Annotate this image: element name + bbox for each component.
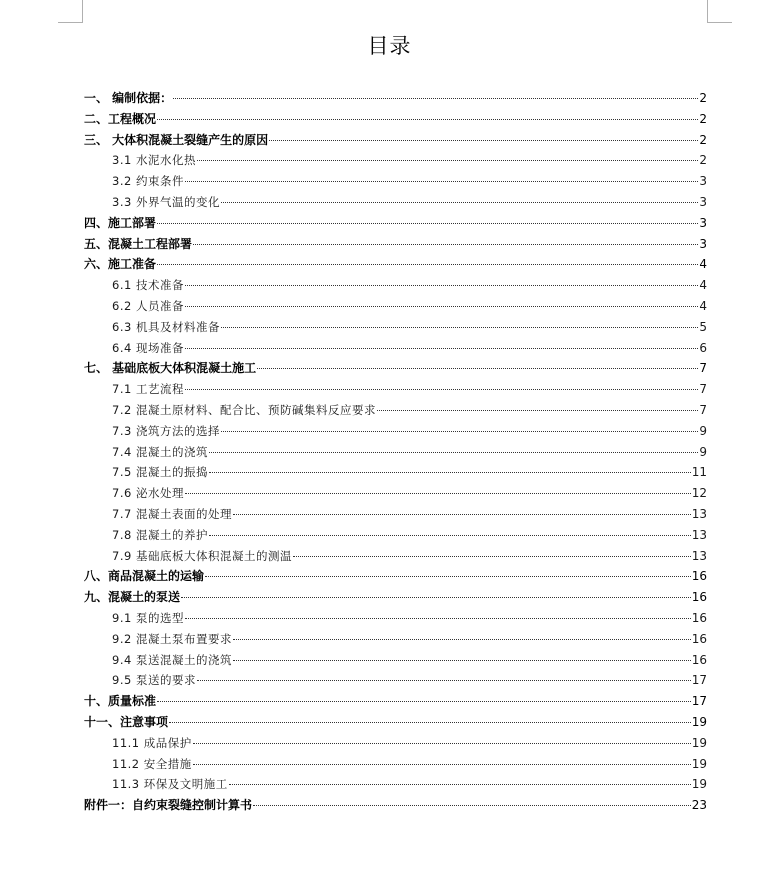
toc-dot-leader <box>229 784 691 785</box>
toc-page-number: 4 <box>699 257 707 272</box>
toc-page-number: 7 <box>699 402 707 417</box>
toc-dot-leader <box>221 202 698 203</box>
toc-entry[interactable] <box>84 587 707 608</box>
toc-entry[interactable] <box>84 525 707 546</box>
toc-entry-title: 7.9 基础底板大体积混凝土的测温 <box>112 548 292 563</box>
toc-page-number: 12 <box>691 486 707 501</box>
toc-page-number: 19 <box>691 777 707 792</box>
toc-entry[interactable] <box>84 213 707 234</box>
toc-entry-title: 四、施工部署 <box>84 215 157 230</box>
toc-page-number: 4 <box>699 278 707 293</box>
toc-page-number: 3 <box>699 174 707 189</box>
toc-entry-title: 7.5 混凝土的振捣 <box>112 465 208 480</box>
toc-page-number: 4 <box>699 298 707 313</box>
toc-entry-title: 11.2 安全措施 <box>112 756 192 771</box>
toc-entry-title: 7.7 混凝土表面的处理 <box>112 506 232 521</box>
toc-entry[interactable] <box>84 754 707 775</box>
toc-entry[interactable] <box>84 400 707 421</box>
toc-dot-leader <box>173 98 698 99</box>
toc-entry[interactable] <box>84 234 707 255</box>
toc-page-number: 16 <box>691 610 707 625</box>
toc-entry-title: 7.4 混凝土的浇筑 <box>112 444 208 459</box>
toc-entry[interactable] <box>84 130 707 151</box>
toc-entry-title: 六、施工准备 <box>84 257 157 272</box>
toc-page-number: 2 <box>699 132 707 147</box>
toc-entry-title: 7.1 工艺流程 <box>112 382 184 397</box>
toc-entry-title: 11.3 环保及文明施工 <box>112 777 228 792</box>
toc-dot-leader <box>209 472 691 473</box>
toc-entry-title: 9.5 泵送的要求 <box>112 673 196 688</box>
toc-entry-title: 7.6 泌水处理 <box>112 486 184 501</box>
toc-dot-leader <box>157 119 698 120</box>
toc-entry[interactable] <box>84 483 707 504</box>
toc-page-number: 17 <box>691 694 707 709</box>
toc-entry[interactable] <box>84 795 707 816</box>
table-of-contents <box>84 88 707 816</box>
toc-entry[interactable] <box>84 171 707 192</box>
toc-entry[interactable] <box>84 608 707 629</box>
toc-entry-title: 一、 编制依据： <box>84 91 173 105</box>
toc-entry-title: 十、质量标准 <box>84 694 157 709</box>
toc-dot-leader <box>193 244 698 245</box>
toc-entry-title: 二、工程概况 <box>84 111 157 126</box>
toc-entry-title: 3.1 水泥水化热 <box>112 153 196 168</box>
toc-entry-title: 11.1 成品保护 <box>112 735 192 750</box>
toc-page-number: 19 <box>691 735 707 750</box>
toc-entry-title: 五、混凝土工程部署 <box>84 236 193 251</box>
toc-entry-title: 6.4 现场准备 <box>112 340 184 355</box>
toc-page-number: 16 <box>691 652 707 667</box>
toc-entry[interactable] <box>84 774 707 795</box>
toc-entry-title: 3.2 约束条件 <box>112 174 184 189</box>
toc-page-number: 3 <box>699 215 707 230</box>
toc-dot-leader <box>185 285 698 286</box>
toc-entry[interactable] <box>84 566 707 587</box>
toc-dot-leader <box>185 389 698 390</box>
toc-dot-leader <box>209 535 691 536</box>
toc-entry-title: 7.3 浇筑方法的选择 <box>112 423 220 438</box>
toc-dot-leader <box>257 368 698 369</box>
toc-entry[interactable] <box>84 462 707 483</box>
toc-dot-leader <box>233 514 691 515</box>
toc-dot-leader <box>205 576 691 577</box>
toc-page-number: 9 <box>699 423 707 438</box>
toc-dot-leader <box>185 493 691 494</box>
toc-entry[interactable] <box>84 629 707 650</box>
toc-page-number: 13 <box>691 548 707 563</box>
toc-dot-leader <box>233 639 691 640</box>
toc-entry[interactable] <box>84 358 707 379</box>
toc-dot-leader <box>221 431 698 432</box>
toc-entry-title: 9.2 混凝土泵布置要求 <box>112 631 232 646</box>
toc-entry[interactable] <box>84 670 707 691</box>
toc-page-number: 7 <box>699 361 707 376</box>
toc-dot-leader <box>221 327 698 328</box>
toc-page-number: 9 <box>699 444 707 459</box>
toc-page-number: 11 <box>691 465 707 480</box>
toc-entry-title: 7.8 混凝土的养护 <box>112 527 208 542</box>
toc-dot-leader <box>269 140 698 141</box>
toc-entry[interactable] <box>84 421 707 442</box>
toc-dot-leader <box>157 264 698 265</box>
toc-entry-title: 三、 大体积混凝土裂缝产生的原因 <box>84 132 269 147</box>
toc-dot-leader <box>233 660 691 661</box>
toc-entry[interactable] <box>84 192 707 213</box>
toc-entry-title: 9.4 泵送混凝土的浇筑 <box>112 652 232 667</box>
toc-entry[interactable] <box>84 338 707 359</box>
toc-entry-title: 6.2 人员准备 <box>112 298 184 313</box>
toc-entry[interactable] <box>84 442 707 463</box>
toc-page-number: 7 <box>699 382 707 397</box>
toc-dot-leader <box>193 743 691 744</box>
toc-entry-title: 3.3 外界气温的变化 <box>112 194 220 209</box>
toc-entry[interactable] <box>84 88 707 109</box>
toc-dot-leader <box>157 223 698 224</box>
toc-page-number: 2 <box>699 91 707 105</box>
toc-page-number: 2 <box>699 153 707 168</box>
toc-dot-leader <box>253 805 691 806</box>
toc-entry[interactable] <box>84 650 707 671</box>
toc-dot-leader <box>181 597 691 598</box>
toc-page-number: 2 <box>699 111 707 126</box>
toc-page-number: 16 <box>691 631 707 646</box>
toc-entry[interactable] <box>84 275 707 296</box>
toc-entry[interactable] <box>84 733 707 754</box>
toc-dot-leader <box>157 701 691 702</box>
toc-entry[interactable] <box>84 546 707 567</box>
toc-dot-leader <box>377 410 698 411</box>
toc-entry-title: 6.3 机具及材料准备 <box>112 319 220 334</box>
crop-mark-top-left <box>58 0 83 23</box>
toc-page-number: 17 <box>691 673 707 688</box>
toc-dot-leader <box>197 160 698 161</box>
toc-page-number: 3 <box>699 194 707 209</box>
toc-dot-leader <box>197 680 691 681</box>
toc-page-number: 16 <box>691 569 707 584</box>
toc-entry[interactable] <box>84 712 707 733</box>
toc-page-number: 19 <box>691 714 707 729</box>
toc-entry-title: 十一、注意事项 <box>84 714 169 729</box>
toc-dot-leader <box>185 348 698 349</box>
toc-dot-leader <box>193 764 691 765</box>
toc-page-number: 5 <box>699 319 707 334</box>
toc-dot-leader <box>185 181 698 182</box>
toc-page-number: 3 <box>699 236 707 251</box>
toc-page-number: 13 <box>691 527 707 542</box>
toc-page-number: 16 <box>691 590 707 605</box>
toc-entry-title: 7.2 混凝土原材料、配合比、预防碱集料反应要求 <box>112 402 376 417</box>
toc-entry-title: 9.1 泵的选型 <box>112 610 184 625</box>
toc-heading: 目录 <box>367 34 412 58</box>
toc-entry[interactable] <box>84 691 707 712</box>
toc-entry[interactable] <box>84 109 707 130</box>
toc-dot-leader <box>185 618 691 619</box>
toc-entry[interactable] <box>84 296 707 317</box>
toc-dot-leader <box>185 306 698 307</box>
crop-mark-top-right <box>707 0 732 23</box>
toc-entry-title: 七、 基础底板大体积混凝土施工 <box>84 361 257 376</box>
toc-page-number: 13 <box>691 506 707 521</box>
toc-dot-leader <box>169 722 691 723</box>
toc-entry[interactable] <box>84 150 707 171</box>
toc-dot-leader <box>209 452 698 453</box>
toc-entry-title: 八、商品混凝土的运输 <box>84 569 205 584</box>
toc-page-number: 23 <box>691 798 707 813</box>
toc-entry-title: 九、混凝土的泵送 <box>84 590 181 605</box>
toc-dot-leader <box>293 556 691 557</box>
toc-entry-title: 6.1 技术准备 <box>112 278 184 293</box>
toc-entry[interactable] <box>84 504 707 525</box>
toc-page-number: 19 <box>691 756 707 771</box>
toc-page-number: 6 <box>699 340 707 355</box>
toc-entry[interactable] <box>84 379 707 400</box>
toc-entry-title: 附件一：自约束裂缝控制计算书 <box>84 798 253 813</box>
toc-entry[interactable] <box>84 254 707 275</box>
toc-entry[interactable] <box>84 317 707 338</box>
